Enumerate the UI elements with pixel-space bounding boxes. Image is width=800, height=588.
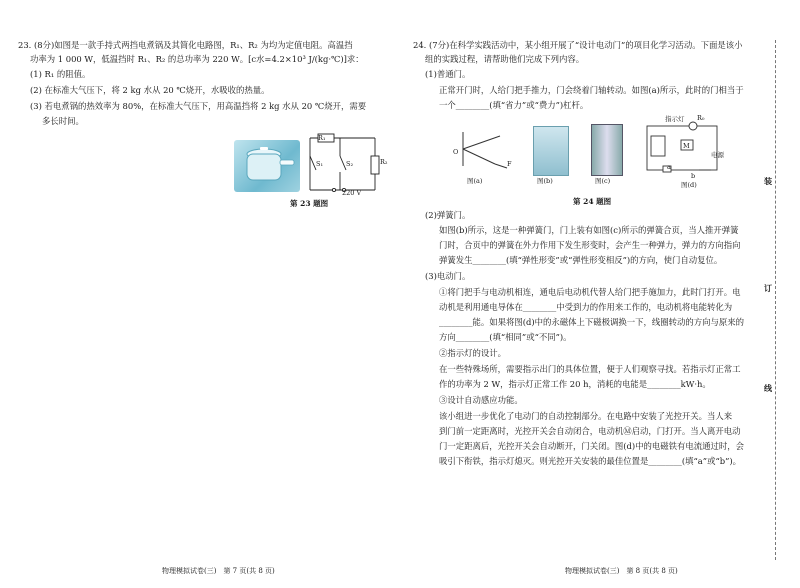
binding-label-mid: 订 xyxy=(764,283,772,293)
q24-sec1-line1: 正常开门时，人给门把手推力，门会绕着门轴转动。如图(a)所示，此时的门相当于 xyxy=(439,85,744,95)
figure-a-o-label: O xyxy=(453,148,459,156)
q23-part3-cont: 多长时间。 xyxy=(42,116,84,126)
q24-sec3-line4: 方向________(填“相同”或“不同”)。 xyxy=(439,332,572,342)
q24-line2: 组的实践过程，请帮助他们完成下列内容。 xyxy=(425,54,585,64)
q24-sec3-sub2: ②指示灯的设计。 xyxy=(439,348,506,358)
q24-sec3-line9: 门一定距离后，光控开关会自动断开，门关闭。图(d)中的电磁铁有电流通过时，会 xyxy=(439,441,745,451)
figure-d-lamp-label: 指示灯 xyxy=(665,115,685,123)
q24-sec3-line5: 在一些特殊场所，需要指示出门的具体位置，便于人们观察寻找。若指示灯正常工 xyxy=(439,364,741,374)
binding-dashed-line xyxy=(775,40,776,560)
q24-sec2-line3: 弹簧发生________(填“弹性形变”或“弹性形变相反”)的方向，使门自动复位。 xyxy=(439,255,723,265)
q24-sec3-line3: ________能。如果将图(d)中的永磁体上下磁极调换一下，线圈转动的方向与原来的 xyxy=(439,317,745,327)
q23-line2: 功率为 1 000 W，低温挡时 R₁、R₂ 的总功率为 220 W。[c水=4.2×10³ J/(kg·℃)]求： xyxy=(30,54,364,64)
q24-sec3-sub3: ③设计自动感应功能。 xyxy=(439,395,523,405)
q24-figure-caption: 第 24 题图 xyxy=(573,197,612,206)
q23-part3: (3) 若电煮锅的热效率为 80%，在标准大气压下，用高温挡将 2 kg 水从 20 ℃烧开，需要 xyxy=(30,101,367,111)
q24-sec3-line1: ①将门把手与电动机相连，通电后电动机代替人给门把手施加力，此时门打开。电 xyxy=(439,287,741,297)
figure-d-a-label: a xyxy=(667,163,671,171)
figure-d-power-label: 电源 xyxy=(711,151,724,159)
q24-sec3-line2: 动机是利用通电导体在________中受到力的作用来工作的，电动机将电能转化为 xyxy=(439,302,733,312)
q24-sec3-line6: 作的功率为 2 W，指示灯正常工作 20 h，消耗的电能是________kW·h。 xyxy=(439,379,711,389)
q24-sec2-line1: 如图(b)所示，这是一种弹簧门，门上装有如图(c)所示的弹簧合页，当人推开弹簧 xyxy=(439,225,739,235)
right-footer: 物理模拟试卷(三) 第 8 页(共 8 页) xyxy=(565,567,678,575)
left-footer: 物理模拟试卷(三) 第 7 页(共 8 页) xyxy=(162,567,275,575)
figure-a-f-label: F xyxy=(507,160,512,168)
q24-sec3-line8: 到门前一定距离时，光控开关会自动闭合，电动机Ⓜ启动，门打开。当人离开电动 xyxy=(439,426,741,436)
figure-a-lever xyxy=(455,124,515,174)
q23-heading: 23. (8分)如图是一款手持式两挡电煮锅及其简化电路图，R₁、R₂ 为均为定值电阻。高温挡 xyxy=(18,40,353,50)
figure-d-motor-label: M xyxy=(683,142,690,150)
q24-sec1-line2: 一个________(填“省力”或“费力”)杠杆。 xyxy=(439,100,589,110)
circuit-r2-label: R₂ xyxy=(380,158,388,166)
figure-d-r0-label: R₀ xyxy=(697,114,705,122)
q23-figure-caption: 第 23 题图 xyxy=(290,199,329,208)
q24-sec2-line2: 门时，合页中的弹簧在外力作用下发生形变时，会产生一种弹力，弹力的方向指向 xyxy=(439,240,741,250)
q24-sec3-line7: 该小组进一步优化了电动门的自动控制部分。在电路中安装了光控开关。当人来 xyxy=(439,411,733,421)
circuit-s2-label: S₂ xyxy=(346,160,354,168)
left-page xyxy=(0,0,395,588)
figure-b-caption: 图(b) xyxy=(537,177,553,185)
figure-b-door-photo xyxy=(533,126,569,176)
q24-sec3-line10: 吸引下衔铁，指示灯熄灭。则光控开关安装的最佳位置是________(填“a”或“b”)。 xyxy=(439,456,742,466)
right-page xyxy=(405,0,800,588)
circuit-voltage-label: 220 V xyxy=(342,189,362,197)
figure-d-b-label: b xyxy=(691,172,696,180)
binding-label-bot: 线 xyxy=(764,383,772,393)
q24-heading: 24. (7分)在科学实践活动中，某小组开展了“设计电动门”的项目化学习活动。下面是该小 xyxy=(413,40,743,50)
figure-c-caption: 图(c) xyxy=(595,177,611,185)
figure-c-hinge-photo xyxy=(591,124,623,176)
circuit-r1-label: R₁ xyxy=(318,134,326,142)
binding-label-top: 装 xyxy=(764,176,772,186)
circuit-s1-label: S₁ xyxy=(316,160,324,168)
figure-d-caption: 图(d) xyxy=(681,181,697,189)
q24-sec1-title: (1)普通门。 xyxy=(425,69,471,79)
q23-part1: (1) R₁ 的阻值。 xyxy=(30,69,91,79)
q24-sec2-title: (2)弹簧门。 xyxy=(425,210,471,220)
q23-part2: (2) 在标准大气压下，将 2 kg 水从 20 ℃烧开，水吸收的热量。 xyxy=(30,85,270,95)
cooker-photo xyxy=(234,140,300,192)
cooker-illustration xyxy=(234,140,300,192)
figure-a-caption: 图(a) xyxy=(467,177,483,185)
q24-sec3-title: (3)电动门。 xyxy=(425,271,471,281)
